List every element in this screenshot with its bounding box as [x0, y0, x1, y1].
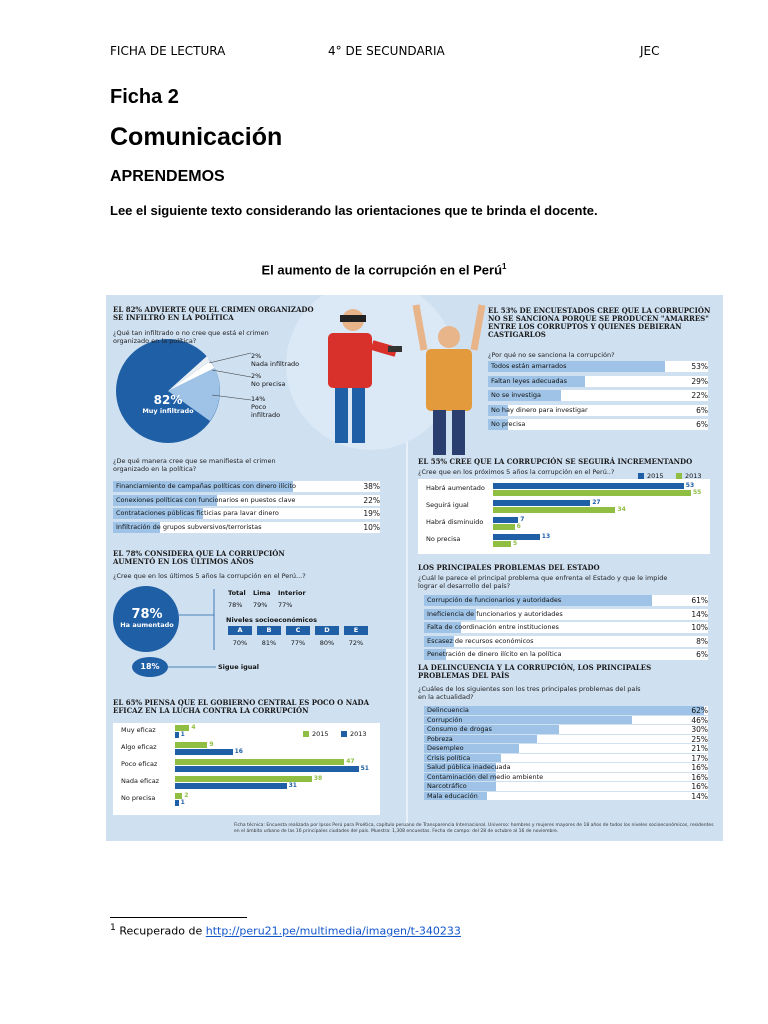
legend-label: 2013: [685, 472, 702, 480]
p7-title: LOS PRINCIPALES PROBLEMAS DEL ESTADO: [418, 563, 600, 572]
row-value: 61%: [691, 596, 708, 605]
row-label: No hay dinero para investigar: [491, 405, 588, 414]
legend-swatch: [676, 473, 682, 479]
row-label: Falta de coordinación entre instituciones: [427, 623, 559, 631]
header-center: 4° DE SECUNDARIA: [328, 44, 445, 58]
pie-label-nada: 2% Nada infiltrado: [251, 352, 300, 368]
p4-chart: [113, 723, 380, 815]
bar-mark: [493, 517, 518, 523]
row-value: 6%: [696, 405, 708, 415]
level-label: D: [315, 626, 339, 635]
bar-value-label: 38: [313, 775, 323, 782]
bar-value-label: 27: [592, 499, 601, 506]
row-value: 29%: [691, 376, 708, 386]
row-value: 21%: [691, 744, 708, 753]
bar-mark: [493, 490, 691, 496]
level-value: 80%: [319, 639, 335, 647]
list-row: [488, 405, 708, 416]
row-value: 46%: [691, 715, 708, 725]
list-row: [113, 508, 380, 519]
row-label: Pobreza: [427, 734, 453, 743]
category-label: Seguirá igual: [426, 501, 469, 509]
technical-note: Ficha técnica: Encuesta realizada por Ipsos Perú para Proética, capítulo peruano de Transparencia Internacional. Universo: hombres y mujeres mayores de 18 años de todos los niveles socioeconómicos, residentes en el ámbito urbano de las 16 principales ciudades del país. Muestra: 1,308 encuestas. Fecha de campo: del 28 de octubre al 16 de noviembre.: [234, 823, 714, 834]
row-value: 16%: [691, 782, 708, 791]
bar-value-label: 1: [180, 799, 185, 806]
p5-question: ¿Por qué no se sanciona la corrupción?: [488, 351, 615, 359]
list-row: [488, 361, 708, 372]
row-value: 38%: [363, 482, 380, 491]
row-label: Salud pública inadecuada: [427, 763, 511, 771]
row-value: 16%: [691, 763, 708, 772]
article-title: [0, 262, 768, 277]
bar-mark: [175, 732, 179, 738]
p8-question: ¿Cuáles de los siguientes son los tres principales problemas del país en la actualidad?: [418, 685, 641, 701]
row-label: Contrataciones públicas ficticias para lavar dinero: [116, 509, 279, 517]
footnote-ref: 1: [502, 262, 507, 271]
row-label: No se investiga: [491, 391, 541, 399]
bar-value-label: 7: [520, 516, 525, 523]
legend-swatch: [303, 731, 309, 737]
row-value: 22%: [363, 495, 380, 505]
list-row: [488, 376, 708, 387]
bar-value-label: 13: [541, 533, 551, 540]
bar-value-label: 5: [513, 540, 518, 547]
footnote-link[interactable]: http://peru21.pe/multimedia/imagen/t-340233: [205, 924, 461, 938]
header-left: FICHA DE LECTURA: [110, 44, 226, 58]
row-value: 25%: [691, 734, 708, 744]
list-row: [424, 782, 708, 791]
footnote-separator: [110, 917, 247, 918]
bar-mark: [175, 742, 207, 748]
circle-value: 78%: [131, 607, 163, 622]
level-label: E: [344, 626, 368, 635]
bar-mark: [175, 749, 233, 755]
bar-mark: [493, 483, 684, 489]
list-row: [424, 636, 708, 647]
row-value: 14%: [691, 791, 708, 801]
row-label: Faltan leyes adecuadas: [491, 376, 568, 385]
header-right: JEC: [640, 44, 660, 58]
list-row: [488, 390, 708, 401]
bar-value-label: 4: [191, 724, 196, 731]
bar-value-label: 53: [685, 482, 695, 489]
pie-main-value: 82%: [153, 393, 183, 407]
level-value: 81%: [261, 639, 277, 647]
level-value: 70%: [232, 639, 248, 647]
list-row: [424, 706, 708, 715]
row-label: Escasez de recursos económicos: [427, 636, 534, 645]
pie-label-no-precisa: 2% No precisa: [251, 372, 286, 388]
list-row: [424, 609, 708, 620]
row-label: Mala educación: [427, 791, 478, 800]
row-label: Narcotráfico: [427, 782, 467, 790]
level-label: A: [228, 626, 252, 635]
list-row: [113, 481, 380, 492]
row-value: 14%: [691, 609, 708, 619]
row-value: 16%: [691, 772, 708, 782]
row-label: No precisa: [491, 420, 526, 428]
category-label: Muy eficaz: [121, 726, 156, 734]
pie-leader-1: [209, 353, 251, 363]
category-label: Algo eficaz: [121, 743, 157, 751]
level-value: 72%: [348, 639, 364, 647]
list-row: [424, 773, 708, 782]
levels-title: Niveles socioeconómicos: [226, 616, 317, 624]
footnote-number: 1: [110, 922, 116, 933]
row-value: 10%: [363, 522, 380, 532]
bar-mark: [175, 759, 344, 765]
p3-title: EL 78% CONSIDERA QUE LA CORRUPCIÓN AUMENTÓ EN LOS ÚLTIMOS AÑOS: [113, 549, 285, 566]
list-row: [424, 754, 708, 763]
row-label: Penetración de dinero ilícito en la política: [427, 650, 562, 658]
bar-value-label: 55: [693, 489, 702, 496]
row-label: Corrupción: [427, 715, 463, 724]
bar-value-label: 1: [180, 731, 185, 738]
row-value: 30%: [691, 725, 708, 734]
row-label: Desempleo: [427, 744, 464, 752]
row-label: Conexiones políticas con funcionarios en puestos clave: [116, 495, 296, 504]
legend-label: 2015: [312, 730, 329, 738]
level-value: 77%: [290, 639, 306, 647]
category-label: Poco eficaz: [121, 760, 158, 768]
row-label: Delincuencia: [427, 706, 469, 714]
p4-title: EL 65% PIENSA QUE EL GOBIERNO CENTRAL ES POCO O NADA EFICAZ EN LA LUCHA CONTRA LA CORRUPCIÓN: [113, 698, 370, 715]
bar-mark: [493, 507, 615, 513]
p7-question: ¿Cuál le parece el principal problema que enfrenta el Estado y que le impide lograr el desarrollo del país?: [418, 574, 668, 590]
bar-value-label: 9: [209, 741, 214, 748]
row-value: 10%: [691, 623, 708, 632]
list-row: [113, 522, 380, 533]
category-label: Habrá aumentado: [426, 484, 485, 492]
subject-title: Comunicación: [110, 123, 283, 151]
row-label: Todos están amarrados: [491, 362, 567, 370]
infographic: [106, 295, 723, 841]
bar-mark: [175, 783, 287, 789]
legend-label: 2013: [350, 730, 367, 738]
legend-swatch: [341, 731, 347, 737]
table-value: 77%: [278, 601, 293, 609]
bar-value-label: 6: [516, 523, 521, 530]
small-circle-label: Sigue igual: [218, 663, 259, 671]
row-value: 8%: [696, 636, 708, 646]
list-row: [424, 735, 708, 744]
bar-mark: [175, 766, 359, 772]
bar-mark: [493, 500, 590, 506]
bar-value-label: 31: [288, 782, 297, 789]
row-label: Ineficiencia de funcionarios y autoridades: [427, 609, 563, 618]
row-value: 53%: [691, 362, 708, 371]
ficha-title: Ficha 2: [110, 86, 179, 108]
bar-value-label: 34: [617, 506, 626, 513]
row-label: Consumo de drogas: [427, 725, 492, 733]
row-value: 22%: [691, 391, 708, 400]
list-row: [113, 495, 380, 506]
p3-question: ¿Cree que en los últimos 5 años la corrupción en el Perú...?: [113, 572, 306, 580]
table-header: Interior: [278, 589, 306, 597]
pie-label-poco: 14% Poco infiltrado: [251, 395, 281, 419]
p6-title: EL 55% CREE QUE LA CORRUPCIÓN SE SEGUIRÁ INCREMENTANDO: [418, 457, 693, 466]
pie-main-label: Muy infiltrado: [142, 407, 194, 415]
p8-title: LA DELINCUENCIA Y LA CORRUPCIÓN, LOS PRINCIPALES PROBLEMAS DEL PAÍS: [418, 663, 652, 680]
list-row: [424, 595, 708, 606]
row-label: Financiamiento de campañas políticas con dinero ilícito: [116, 482, 297, 490]
list-row: [424, 763, 708, 772]
row-label: Corrupción de funcionarios y autoridades: [427, 596, 562, 604]
table-value: 79%: [253, 601, 268, 609]
row-label: Crisis política: [427, 753, 471, 762]
category-label: Habrá disminuido: [426, 518, 484, 526]
table-value: 78%: [228, 601, 243, 609]
p1-title: EL 82% ADVIERTE QUE EL CRIMEN ORGANIZADO SE INFILTRÓ EN LA POLÍTICA: [113, 305, 314, 322]
category-label: No precisa: [121, 794, 156, 802]
list-row: [424, 725, 708, 734]
list-row: [424, 622, 708, 633]
level-label: B: [257, 626, 281, 635]
footnote: [110, 922, 461, 938]
list-row: [488, 419, 708, 430]
bar-value-label: 51: [360, 765, 369, 772]
list-row: [424, 744, 708, 753]
p5-title: EL 53% DE ENCUESTADOS CREE QUE LA CORRUPCIÓN NO SE SANCIONA PORQUE SE PRODUCEN "AMARRES" ENTRE LOS CORRUPTOS Y QUIENES DEBIERAN CASTIGARLOS: [488, 306, 711, 339]
legend-label: 2015: [647, 472, 664, 480]
list-row: [424, 792, 708, 801]
row-value: 6%: [696, 420, 708, 429]
row-value: 17%: [691, 753, 708, 763]
p1-question: ¿Qué tan infiltrado o no cree que está el crimen organizado en la política?: [113, 329, 269, 345]
bar-value-label: 47: [346, 758, 355, 765]
category-label: No precisa: [426, 535, 461, 543]
row-value: 6%: [696, 650, 708, 659]
table-header: Total: [228, 589, 246, 597]
list-row: [424, 716, 708, 725]
bar-mark: [493, 524, 515, 530]
section-title: APRENDEMOS: [110, 168, 225, 185]
bar-mark: [493, 541, 511, 547]
bar-value-label: 16: [234, 748, 243, 755]
small-circle-value: 18%: [140, 662, 160, 671]
p2-question: ¿De qué manera cree que se manifiesta el crimen organizado en la política?: [113, 457, 276, 473]
instruction-text: Lee el siguiente texto considerando las orientaciones que te brinda el docente.: [110, 203, 598, 218]
p6-question: ¿Cree que en los próximos 5 años la corrupción en el Perú..?: [418, 468, 615, 476]
row-label: Infiltración de grupos subversivos/terroristas: [116, 522, 262, 531]
pie-chart-infiltration: [116, 339, 251, 443]
pie-leader-2: [212, 370, 251, 377]
row-label: Contaminación del medio ambiente: [427, 772, 544, 781]
level-label: C: [286, 626, 310, 635]
circle-label: Ha aumentado: [120, 621, 174, 629]
footnote-text: Recuperado de: [119, 924, 206, 938]
article-title-text: El aumento de la corrupción en el Perú: [261, 262, 503, 278]
row-value: 62%: [691, 706, 708, 715]
bar-mark: [175, 800, 179, 806]
legend-swatch: [638, 473, 644, 479]
bar-value-label: 2: [184, 792, 189, 799]
table-header: Lima: [253, 589, 271, 597]
list-row: [424, 649, 708, 660]
category-label: Nada eficaz: [121, 777, 160, 785]
row-value: 19%: [363, 509, 380, 518]
